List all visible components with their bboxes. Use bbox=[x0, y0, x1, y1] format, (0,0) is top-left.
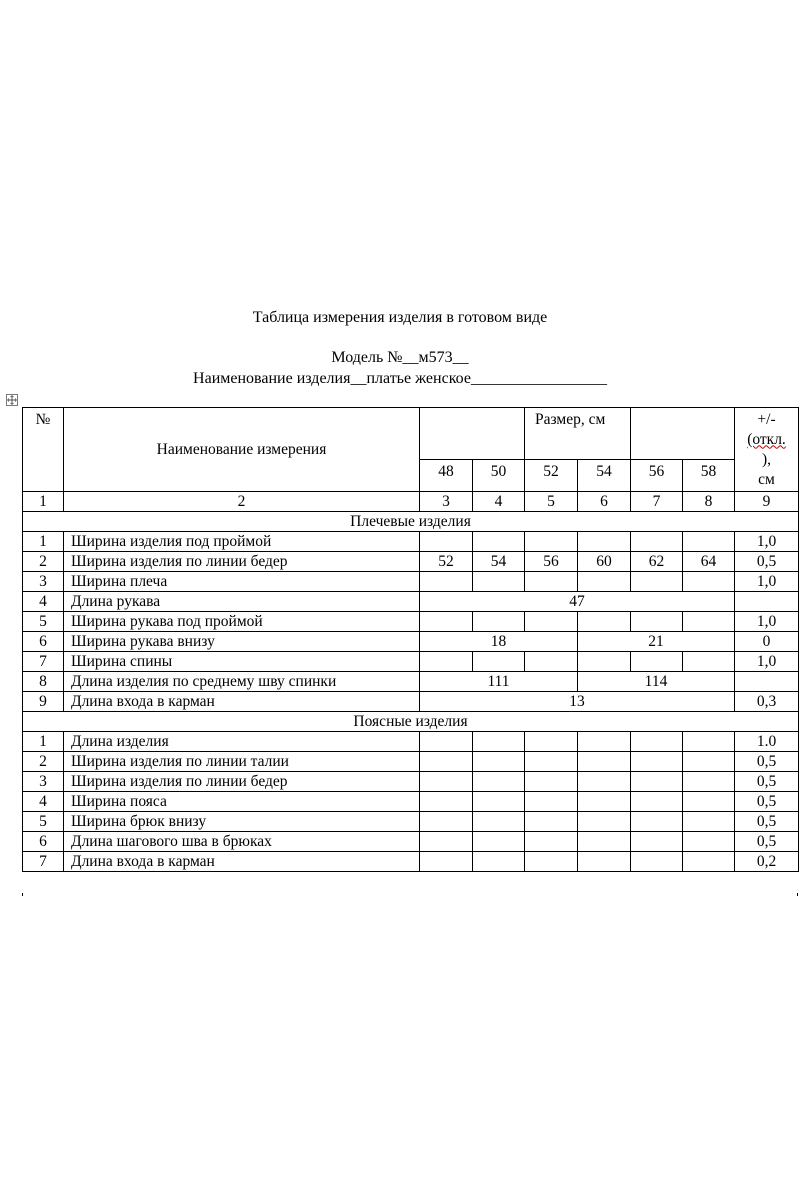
table-continuation-edge bbox=[22, 893, 798, 896]
row-name: Ширина брюк внизу bbox=[64, 812, 420, 832]
value-cell bbox=[578, 852, 631, 872]
value-cell bbox=[631, 792, 683, 812]
value-cell bbox=[473, 572, 525, 592]
row-deviation: 1,0 bbox=[735, 572, 799, 592]
header-deviation-abbr: (откл. bbox=[747, 430, 786, 448]
merged-value-cell: 114 bbox=[578, 672, 735, 692]
row-number: 7 bbox=[23, 652, 64, 672]
value-cell bbox=[420, 812, 473, 832]
table-move-handle-icon[interactable] bbox=[6, 394, 18, 406]
value-cell bbox=[631, 732, 683, 752]
row-deviation: 0,5 bbox=[735, 552, 799, 572]
row-deviation: 1,0 bbox=[735, 652, 799, 672]
row-deviation: 0 bbox=[735, 632, 799, 652]
row-name: Длина изделия по среднему шву спинки bbox=[64, 672, 420, 692]
column-number: 9 bbox=[735, 492, 799, 512]
header-size-group-3 bbox=[631, 408, 735, 460]
value-cell bbox=[683, 772, 735, 792]
value-cell bbox=[473, 612, 525, 632]
value-cell bbox=[578, 812, 631, 832]
table-row bbox=[23, 792, 799, 812]
table-row bbox=[23, 572, 799, 592]
row-name: Ширина плеча bbox=[64, 572, 420, 592]
row-deviation: 0,5 bbox=[735, 752, 799, 772]
row-name: Ширина рукава под проймой bbox=[64, 612, 420, 632]
value-cell bbox=[420, 612, 473, 632]
row-name: Ширина изделия по линии бедер bbox=[64, 552, 420, 572]
table-row bbox=[23, 832, 799, 852]
row-name: Ширина изделия по линии талии bbox=[64, 752, 420, 772]
model-number-line: Модель №__м573__ bbox=[331, 349, 469, 366]
column-number: 5 bbox=[525, 492, 578, 512]
header-size-label: Размер, см bbox=[525, 408, 631, 460]
value-cell bbox=[578, 612, 631, 632]
size-54: 54 bbox=[578, 459, 631, 491]
row-name: Ширина изделия по линии бедер bbox=[64, 772, 420, 792]
value-cell bbox=[473, 732, 525, 752]
value-cell: 64 bbox=[683, 552, 735, 572]
table-row bbox=[23, 652, 799, 672]
value-cell bbox=[631, 812, 683, 832]
row-number: 5 bbox=[23, 812, 64, 832]
row-deviation: 0,5 bbox=[735, 812, 799, 832]
value-cell bbox=[631, 572, 683, 592]
row-name: Ширина пояса bbox=[64, 792, 420, 812]
table-row bbox=[23, 592, 799, 612]
column-number: 6 bbox=[578, 492, 631, 512]
table-row bbox=[23, 552, 799, 572]
header-deviation-sign: +/- bbox=[757, 410, 776, 428]
value-cell: 62 bbox=[631, 552, 683, 572]
row-name: Длина шагового шва в брюках bbox=[64, 832, 420, 852]
table-row bbox=[23, 752, 799, 772]
value-cell bbox=[420, 532, 473, 552]
header-deviation bbox=[735, 408, 799, 492]
row-number: 9 bbox=[23, 692, 64, 712]
value-cell bbox=[683, 572, 735, 592]
column-number: 8 bbox=[683, 492, 735, 512]
row-number: 2 bbox=[23, 752, 64, 772]
header-measurement-name: Наименование измерения bbox=[64, 408, 420, 492]
row-number: 1 bbox=[23, 732, 64, 752]
table-row bbox=[23, 672, 799, 692]
value-cell bbox=[420, 792, 473, 812]
value-cell bbox=[473, 652, 525, 672]
table-row bbox=[23, 692, 799, 712]
measurement-table bbox=[22, 407, 799, 872]
row-number: 1 bbox=[23, 532, 64, 552]
value-cell bbox=[683, 812, 735, 832]
row-deviation: 0,5 bbox=[735, 832, 799, 852]
column-number: 4 bbox=[473, 492, 525, 512]
row-number: 4 bbox=[23, 792, 64, 812]
value-cell: 52 bbox=[420, 552, 473, 572]
value-cell bbox=[473, 792, 525, 812]
value-cell bbox=[683, 752, 735, 772]
table-row bbox=[23, 812, 799, 832]
value-cell bbox=[631, 752, 683, 772]
product-name-line: Наименование изделия__платье женское_________________ bbox=[193, 370, 607, 387]
value-cell bbox=[525, 812, 578, 832]
row-deviation: 0,3 bbox=[735, 692, 799, 712]
value-cell bbox=[683, 652, 735, 672]
row-number: 7 bbox=[23, 852, 64, 872]
document-title: Таблица измерения изделия в готовом виде bbox=[252, 309, 548, 326]
value-cell bbox=[473, 812, 525, 832]
row-name: Ширина рукава внизу bbox=[64, 632, 420, 652]
table-row bbox=[23, 532, 799, 552]
value-cell bbox=[578, 532, 631, 552]
value-cell bbox=[525, 772, 578, 792]
table-row bbox=[23, 772, 799, 792]
row-number: 4 bbox=[23, 592, 64, 612]
value-cell bbox=[578, 652, 631, 672]
merged-value-cell: 47 bbox=[420, 592, 735, 612]
size-52: 52 bbox=[525, 459, 578, 491]
row-name: Длина входа в карман bbox=[64, 692, 420, 712]
row-deviation: 0,5 bbox=[735, 792, 799, 812]
value-cell bbox=[631, 612, 683, 632]
column-number: 1 bbox=[23, 492, 64, 512]
value-cell: 56 bbox=[525, 552, 578, 572]
value-cell bbox=[578, 732, 631, 752]
size-56: 56 bbox=[631, 459, 683, 491]
merged-value-cell: 18 bbox=[420, 632, 578, 652]
table-row bbox=[23, 852, 799, 872]
header-deviation-close: ), bbox=[761, 450, 772, 468]
section-title-waist: Поясные изделия bbox=[23, 712, 799, 732]
column-number: 3 bbox=[420, 492, 473, 512]
table-row bbox=[23, 612, 799, 632]
table-row bbox=[23, 632, 799, 652]
column-number: 2 bbox=[64, 492, 420, 512]
table-row bbox=[23, 732, 799, 752]
value-cell bbox=[683, 832, 735, 852]
value-cell bbox=[420, 732, 473, 752]
size-50: 50 bbox=[473, 459, 525, 491]
value-cell bbox=[631, 852, 683, 872]
value-cell bbox=[525, 792, 578, 812]
header-number: № bbox=[23, 408, 64, 492]
row-deviation: 1,0 bbox=[735, 532, 799, 552]
row-deviation bbox=[735, 672, 799, 692]
size-58: 58 bbox=[683, 459, 735, 491]
value-cell bbox=[631, 832, 683, 852]
value-cell bbox=[525, 652, 578, 672]
row-number: 3 bbox=[23, 572, 64, 592]
value-cell bbox=[420, 832, 473, 852]
row-deviation: 1,0 bbox=[735, 612, 799, 632]
size-48: 48 bbox=[420, 459, 473, 491]
value-cell bbox=[683, 612, 735, 632]
value-cell bbox=[578, 792, 631, 812]
value-cell bbox=[683, 532, 735, 552]
value-cell: 60 bbox=[578, 552, 631, 572]
value-cell bbox=[578, 572, 631, 592]
value-cell bbox=[420, 752, 473, 772]
row-name: Длина входа в карман bbox=[64, 852, 420, 872]
section-title-shoulder: Плечевые изделия bbox=[23, 512, 799, 532]
header-row-top bbox=[23, 408, 799, 460]
value-cell: 54 bbox=[473, 552, 525, 572]
value-cell bbox=[473, 832, 525, 852]
row-name: Длина рукава bbox=[64, 592, 420, 612]
section-row-shoulder bbox=[23, 512, 799, 532]
merged-value-cell: 13 bbox=[420, 692, 735, 712]
row-deviation bbox=[735, 592, 799, 612]
value-cell bbox=[420, 652, 473, 672]
value-cell bbox=[578, 752, 631, 772]
value-cell bbox=[578, 772, 631, 792]
value-cell bbox=[631, 652, 683, 672]
column-number: 7 bbox=[631, 492, 683, 512]
value-cell bbox=[473, 852, 525, 872]
value-cell bbox=[683, 792, 735, 812]
value-cell bbox=[525, 732, 578, 752]
value-cell bbox=[525, 832, 578, 852]
row-name: Длина изделия bbox=[64, 732, 420, 752]
row-deviation: 0,5 bbox=[735, 772, 799, 792]
value-cell bbox=[420, 852, 473, 872]
value-cell bbox=[420, 772, 473, 792]
value-cell bbox=[683, 732, 735, 752]
value-cell bbox=[525, 612, 578, 632]
merged-value-cell: 111 bbox=[420, 672, 578, 692]
column-number-row bbox=[23, 492, 799, 512]
value-cell bbox=[473, 532, 525, 552]
row-number: 8 bbox=[23, 672, 64, 692]
value-cell bbox=[525, 572, 578, 592]
row-number: 3 bbox=[23, 772, 64, 792]
value-cell bbox=[420, 572, 473, 592]
value-cell bbox=[631, 772, 683, 792]
value-cell bbox=[631, 532, 683, 552]
value-cell bbox=[525, 852, 578, 872]
row-name: Ширина изделия под проймой bbox=[64, 532, 420, 552]
row-number: 6 bbox=[23, 832, 64, 852]
value-cell bbox=[473, 772, 525, 792]
header-deviation-unit: см bbox=[758, 470, 775, 488]
merged-value-cell: 21 bbox=[578, 632, 735, 652]
value-cell bbox=[683, 852, 735, 872]
row-number: 6 bbox=[23, 632, 64, 652]
header-size-group-1 bbox=[420, 408, 525, 460]
row-deviation: 0,2 bbox=[735, 852, 799, 872]
row-number: 2 bbox=[23, 552, 64, 572]
value-cell bbox=[473, 752, 525, 772]
value-cell bbox=[525, 752, 578, 772]
row-deviation: 1.0 bbox=[735, 732, 799, 752]
value-cell bbox=[578, 832, 631, 852]
section-row-waist bbox=[23, 712, 799, 732]
row-number: 5 bbox=[23, 612, 64, 632]
row-name: Ширина спины bbox=[64, 652, 420, 672]
value-cell bbox=[525, 532, 578, 552]
